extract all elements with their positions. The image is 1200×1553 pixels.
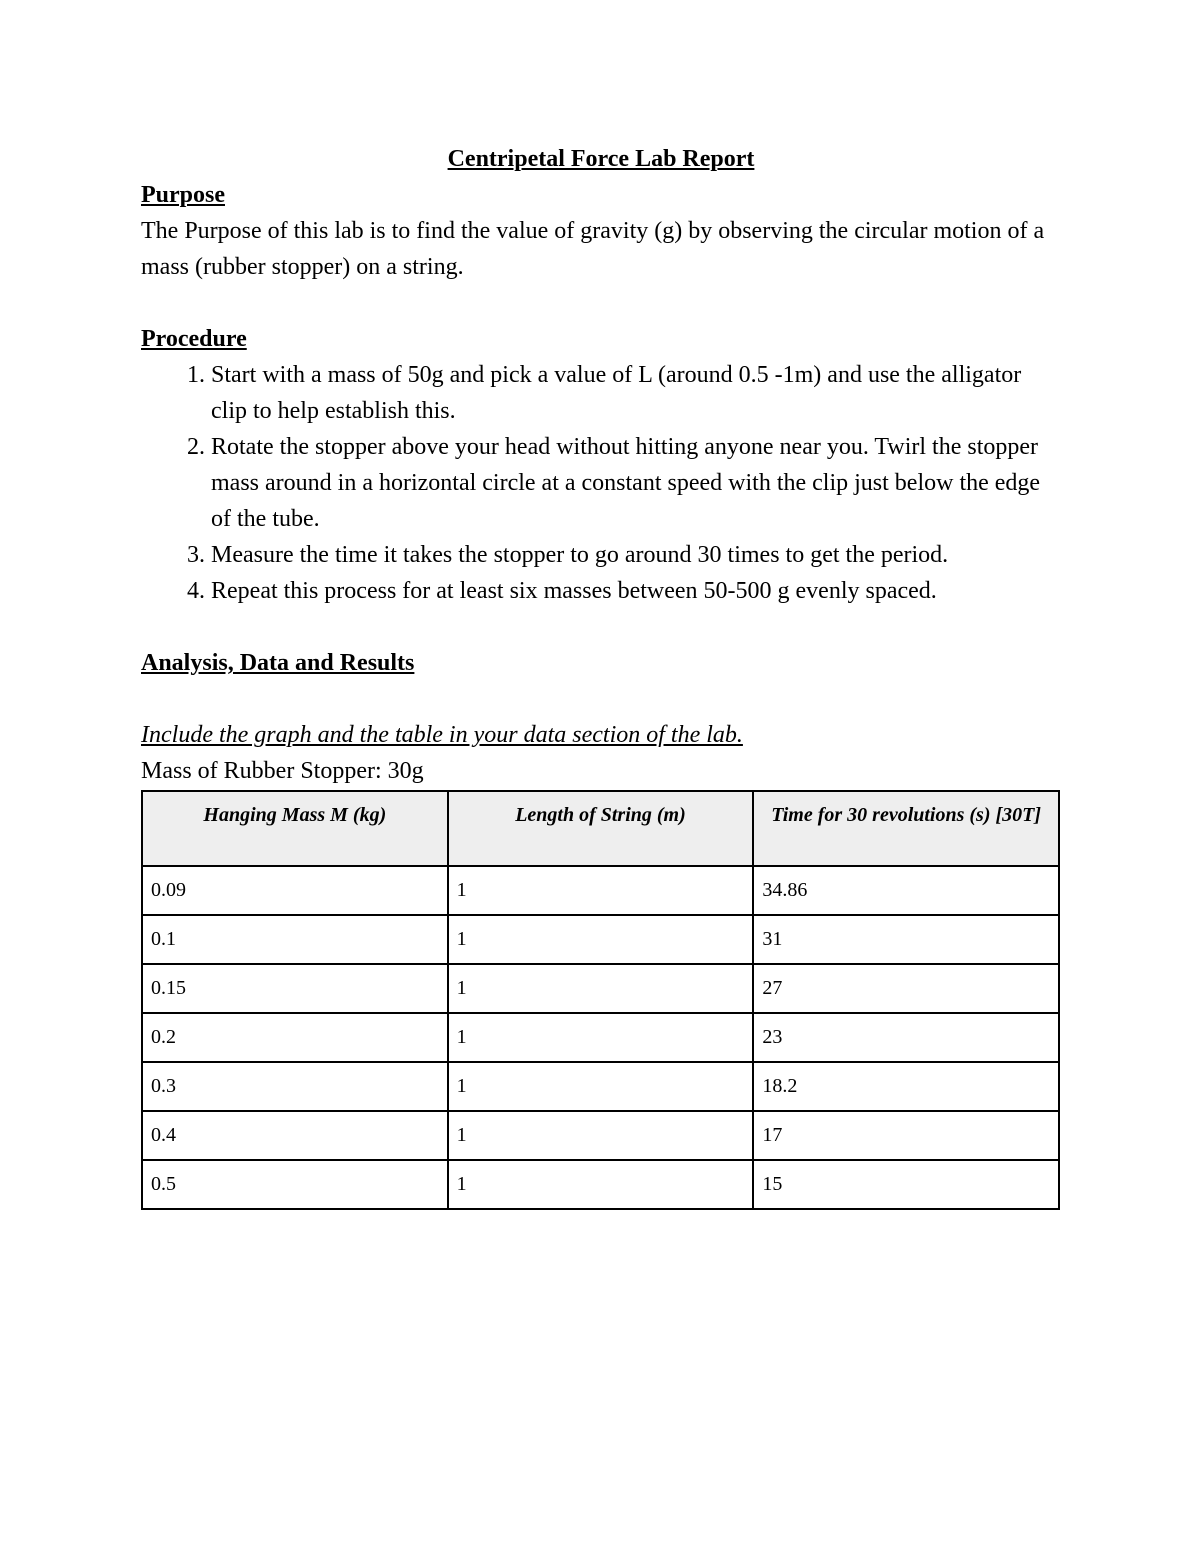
- cell-mass: 0.09: [142, 866, 448, 915]
- header-string-length: Length of String (m): [448, 791, 754, 866]
- cell-mass: 0.15: [142, 964, 448, 1013]
- header-time-30-revolutions: Time for 30 revolutions (s) [30T]: [753, 791, 1059, 866]
- table-row: [142, 964, 1059, 1013]
- document-title: Centripetal Force Lab Report: [447, 146, 755, 172]
- table-row: [142, 866, 1059, 915]
- stopper-mass-label: Mass of Rubber Stopper: 30g: [141, 758, 424, 784]
- cell-mass: 0.1: [142, 915, 448, 964]
- data-table: [141, 790, 1060, 1210]
- cell-time: 18.2: [753, 1062, 1059, 1111]
- purpose-text: The Purpose of this lab is to find the value of gravity (g) by observing the circular motion of a mass (rubber stopper) on a string.: [141, 218, 1045, 280]
- table-row: [142, 915, 1059, 964]
- cell-mass: 0.4: [142, 1111, 448, 1160]
- document-page: [141, 141, 1061, 1210]
- cell-mass: 0.5: [142, 1160, 448, 1209]
- header-hanging-mass: Hanging Mass M (kg): [142, 791, 448, 866]
- cell-length: 1: [448, 866, 754, 915]
- cell-length: 1: [448, 964, 754, 1013]
- procedure-step: 2. Rotate the stopper above your head without hitting anyone near you. Twirl the stopper mass around in a horizontal circle at a constant speed with the clip just below the edge of the tube.: [211, 429, 1061, 537]
- purpose-heading: Purpose: [141, 182, 225, 208]
- analysis-heading: Analysis, Data and Results: [141, 650, 415, 676]
- procedure-step: 3. Measure the time it takes the stopper to go around 30 times to get the period.: [211, 537, 1061, 573]
- cell-time: 17: [753, 1111, 1059, 1160]
- cell-time: 15: [753, 1160, 1059, 1209]
- cell-length: 1: [448, 1111, 754, 1160]
- table-row: [142, 1013, 1059, 1062]
- cell-length: 1: [448, 915, 754, 964]
- cell-time: 31: [753, 915, 1059, 964]
- analysis-note: Include the graph and the table in your data section of the lab.: [141, 722, 743, 748]
- procedure-heading: Procedure: [141, 326, 247, 352]
- spacer: [141, 609, 1061, 645]
- procedure-step: 1. Start with a mass of 50g and pick a value of L (around 0.5 -1m) and use the alligator clip to help establish this.: [211, 357, 1061, 429]
- cell-length: 1: [448, 1062, 754, 1111]
- cell-length: 1: [448, 1013, 754, 1062]
- cell-mass: 0.3: [142, 1062, 448, 1111]
- cell-time: 34.86: [753, 866, 1059, 915]
- table-header-row: [142, 791, 1059, 866]
- procedure-step: 4. Repeat this process for at least six masses between 50-500 g evenly spaced.: [211, 573, 1061, 609]
- table-row: [142, 1160, 1059, 1209]
- spacer: [141, 681, 1061, 717]
- table-row: [142, 1111, 1059, 1160]
- cell-length: 1: [448, 1160, 754, 1209]
- procedure-list: [141, 357, 1061, 609]
- spacer: [141, 285, 1061, 321]
- cell-mass: 0.2: [142, 1013, 448, 1062]
- cell-time: 27: [753, 964, 1059, 1013]
- table-row: [142, 1062, 1059, 1111]
- cell-time: 23: [753, 1013, 1059, 1062]
